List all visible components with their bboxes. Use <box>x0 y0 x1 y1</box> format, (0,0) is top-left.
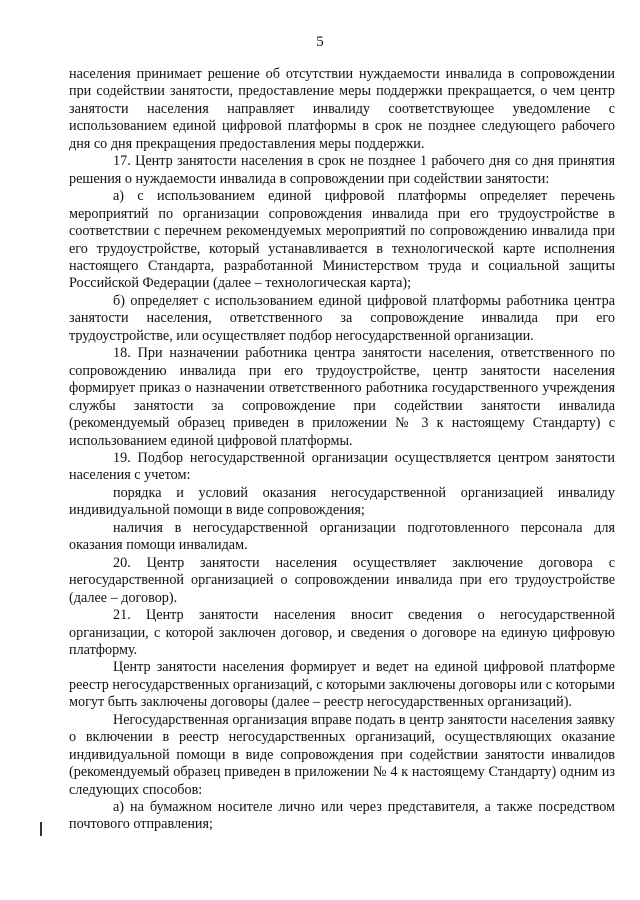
paragraph-19: 19. Подбор негосударственной организации осуществляется центром занятости населения с учетом: <box>69 449 615 484</box>
document-body <box>69 66 615 834</box>
paragraph-18: 18. При назначении работника центра занятости населения, ответственного по сопровождению инвалида при его трудоустройстве, центр занятости населения формирует приказ о назначении ответственного работника государственного учреждения службы занятости за сопровождение при содействии занятости инвалида (рекомендуемый образец приведен в приложении № 3 к настоящему Стандарту) с использованием единой цифровой платформы. <box>69 345 615 449</box>
paragraph-21-application: Негосударственная организация вправе подать в центр занятости населения заявку о включении в реестр негосударственных организаций, осуществляющих оказание индивидуальной помощи в виде сопровождения при содействии занятости инвалидов (рекомендуемый образец приведен в приложении № 4 к настоящему Стандарту) одним из следующих способов: <box>69 711 615 798</box>
paragraph-17: 17. Центр занятости населения в срок не позднее 1 рабочего дня со дня принятия решения о нуждаемости инвалида в сопровождении при содействии занятости: <box>69 153 615 187</box>
paragraph-17-b: б) определяет с использованием единой цифровой платформы работника центра занятости населения, ответственного за сопровождение инвалида при его трудоустройстве, или осуществляет подбор негосударственной организации. <box>69 292 615 344</box>
paragraph-19-item-2: наличия в негосударственной организации подготовленного персонала для оказания помощи инвалидам. <box>69 519 615 554</box>
page-number: 5 <box>316 34 324 50</box>
paragraph-17-a: а) с использованием единой цифровой платформы определяет перечень мероприятий по организации сопровождения инвалида при его трудоустройстве в соответствии с перечнем рекомендуемых мероприятий по сопровождению инвалида при его трудоустройстве, который устанавливается в технологической карте исполнения настоящего Стандарта, разработанной Министерством труда и социальной защиты Российской Федерации (далее – технологическая карта); <box>69 188 615 292</box>
paragraph-21: 21. Центр занятости населения вносит сведения о негосударственной организации, с которой заключен договор, и сведения о договоре на единую цифровую платформу. <box>69 607 615 658</box>
paragraph-continuation: населения принимает решение об отсутствии нуждаемости инвалида в сопровождении при содействии занятости, предоставление меры поддержки прекращается, о чем центр занятости населения направляет инвалиду соответствующее уведомление с использованием единой цифровой платформы в срок не позднее следующего рабочего дня со дня прекращения предоставления меры поддержки. <box>69 66 615 152</box>
scan-margin-mark <box>40 822 42 836</box>
paragraph-21-registry: Центр занятости населения формирует и ведет на единой цифровой платформе реестр негосударственных организаций, с которыми заключены договоры или с которыми могут быть заключены договоры (далее – реестр негосударственных организаций). <box>69 659 615 711</box>
paragraph-21-method-a: а) на бумажном носителе лично или через представителя, а также посредством почтового отправления; <box>69 799 615 833</box>
paragraph-19-item-1: порядка и условий оказания негосударственной организацией инвалиду индивидуальной помощи в виде сопровождения; <box>69 484 615 519</box>
paragraph-20: 20. Центр занятости населения осуществляет заключение договора с негосударственной организацией о сопровождении инвалида при его трудоустройстве (далее – договор). <box>69 554 615 606</box>
